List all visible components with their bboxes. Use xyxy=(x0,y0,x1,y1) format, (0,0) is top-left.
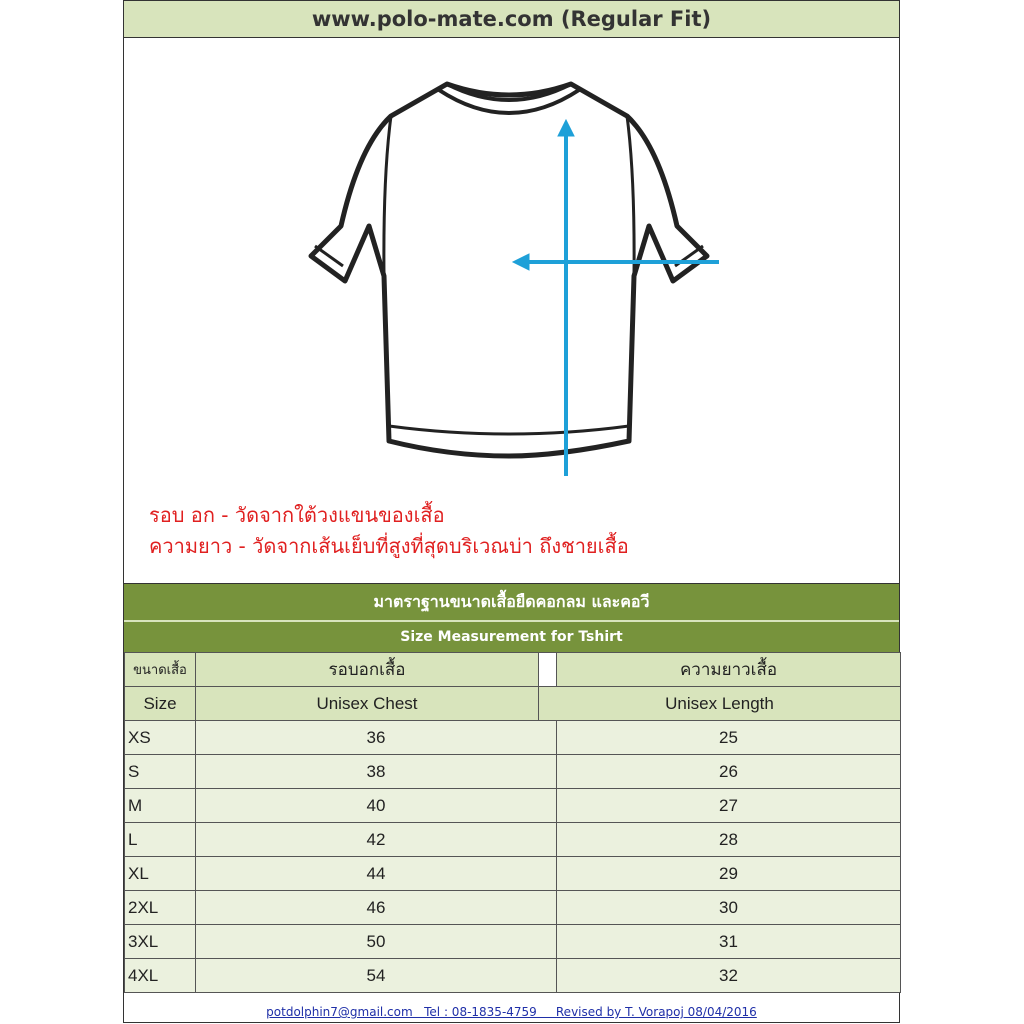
chest-cell: 38 xyxy=(196,755,557,789)
page-title: www.polo-mate.com (Regular Fit) xyxy=(124,1,899,38)
length-cell: 27 xyxy=(557,789,901,823)
table-row xyxy=(125,789,901,823)
table-row xyxy=(125,857,901,891)
chest-cell: 46 xyxy=(196,891,557,925)
length-cell: 32 xyxy=(557,959,901,993)
size-chart-sheet xyxy=(123,0,900,1023)
chest-cell: 36 xyxy=(196,721,557,755)
chest-header: Unisex Chest xyxy=(196,687,539,721)
table-row xyxy=(125,959,901,993)
table-row xyxy=(125,891,901,925)
chest-cell: 44 xyxy=(196,857,557,891)
length-header-thai: ความยาวเสื้อ xyxy=(557,653,901,687)
length-header: Unisex Length xyxy=(539,687,901,721)
table-row xyxy=(125,721,901,755)
table-title-english: Size Measurement for Tshirt xyxy=(124,620,899,652)
table-row xyxy=(125,925,901,959)
column-separator xyxy=(539,653,557,687)
footer-contact[interactable] xyxy=(124,1001,899,1023)
size-cell: S xyxy=(125,755,196,789)
length-cell: 31 xyxy=(557,925,901,959)
size-header: Size xyxy=(125,687,196,721)
table-header-english xyxy=(125,687,901,721)
length-cell: 25 xyxy=(557,721,901,755)
size-cell: XS xyxy=(125,721,196,755)
length-note: ความยาว - วัดจากเส้นเย็บที่สูงที่สุดบริเวณบ่า ถึงชายเสื้อ xyxy=(149,534,629,558)
length-cell: 29 xyxy=(557,857,901,891)
length-cell: 26 xyxy=(557,755,901,789)
size-table xyxy=(124,652,901,993)
length-cell: 28 xyxy=(557,823,901,857)
chest-cell: 54 xyxy=(196,959,557,993)
size-cell: XL xyxy=(125,857,196,891)
table-row xyxy=(125,755,901,789)
length-cell: 30 xyxy=(557,891,901,925)
table-title-thai: มาตราฐานขนาดเสื้อยืดคอกลม และคอวี xyxy=(124,583,899,620)
size-cell: 2XL xyxy=(125,891,196,925)
chest-cell: 42 xyxy=(196,823,557,857)
chest-header-thai: รอบอกเสื้อ xyxy=(196,653,539,687)
chest-cell: 50 xyxy=(196,925,557,959)
size-header-thai: ขนาดเสื้อ xyxy=(125,653,196,687)
table-header-thai xyxy=(125,653,901,687)
measurement-notes xyxy=(149,500,629,562)
size-cell: L xyxy=(125,823,196,857)
size-cell: M xyxy=(125,789,196,823)
tshirt-diagram xyxy=(124,38,899,583)
chest-note: รอบ อก - วัดจากใต้วงแขนของเสื้อ xyxy=(149,503,445,527)
tshirt-outline-icon xyxy=(299,76,719,476)
table-row xyxy=(125,823,901,857)
size-cell: 3XL xyxy=(125,925,196,959)
size-cell: 4XL xyxy=(125,959,196,993)
chest-cell: 40 xyxy=(196,789,557,823)
footer-text[interactable]: potdolphin7@gmail.com Tel : 08-1835-4759 Revised by T. Vorapoj 08/04/2016 xyxy=(266,1005,757,1019)
